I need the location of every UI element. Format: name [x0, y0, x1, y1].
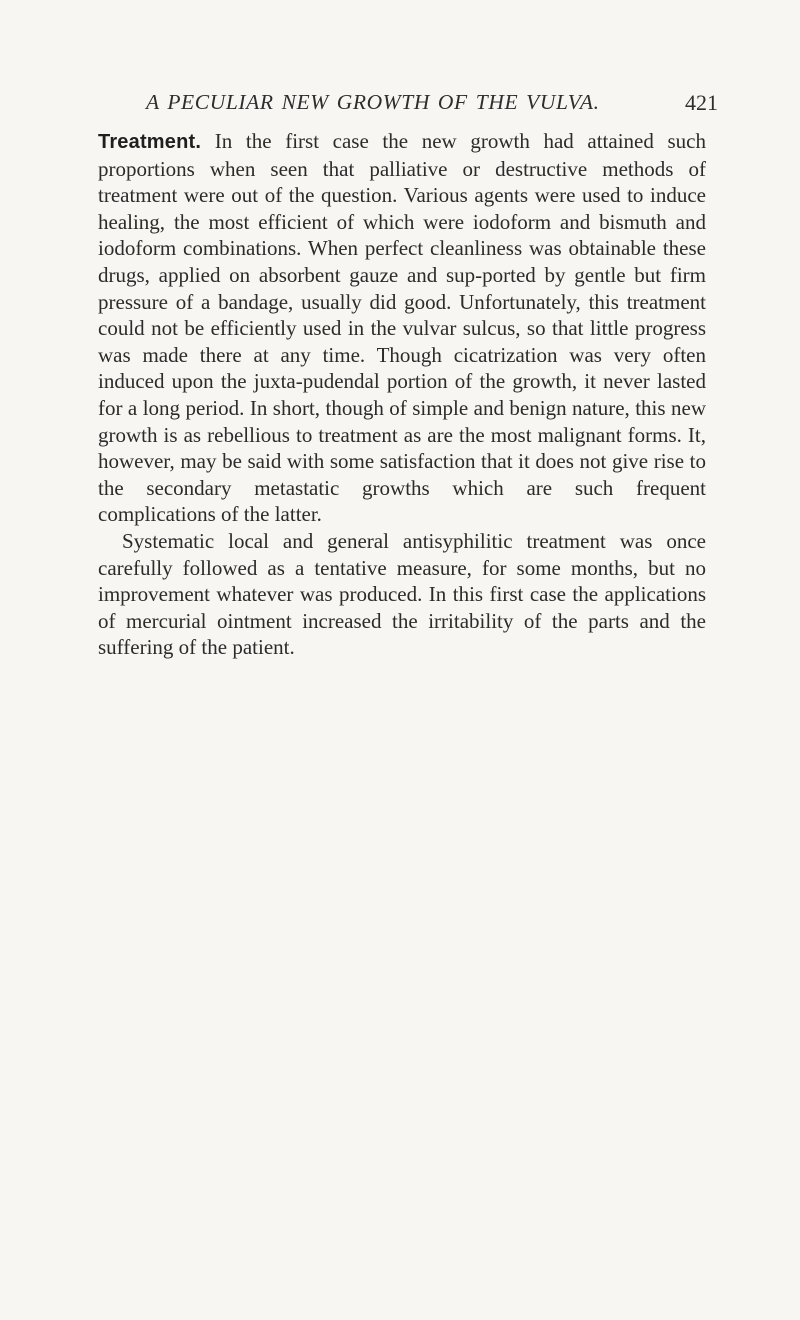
paragraph-treatment — [98, 128, 706, 528]
section-heading-treatment: Treatment. — [98, 131, 202, 153]
book-page — [98, 88, 718, 661]
running-title: A PECULIAR NEW GROWTH OF THE VULVA. — [146, 90, 600, 114]
paragraph-antisyphilitic-text: Systematic local and general antisyphilitic treatment was once carefully followed as a tentative measure, for some months, but no improvement whatever was produced. In this first case the applications of mercurial ointment increased the irritability of the parts and the suffering of the patient. — [98, 528, 706, 660]
page-number: 421 — [685, 90, 718, 115]
paragraph-antisyphilitic — [98, 528, 706, 661]
running-head — [98, 88, 718, 128]
paragraph-treatment-text: In the first case the new growth had attained such proportions when seen that palliative or destructive methods of treatment were out of the question. Various agents were used to induce healing, the most efficient of which were iodoform and bismuth and iodoform combinations. When perfect cleanliness was obtainable these drugs, applied on absorbent gauze and sup-ported by gentle but firm pressure of a bandage, usually did good. Unfortunately, this treatment could not be efficiently used in the vulvar sulcus, so that little progress was made there at any time. Though cicatrization was very often induced upon the juxta-pudendal portion of the growth, it never lasted for a long period. In short, though of simple and benign nature, this new growth is as rebellious to treatment as are the most malignant forms. It, however, may be said with some satisfaction that it does not give rise to the secondary metastatic growths which are such frequent complications of the latter. — [98, 129, 706, 527]
